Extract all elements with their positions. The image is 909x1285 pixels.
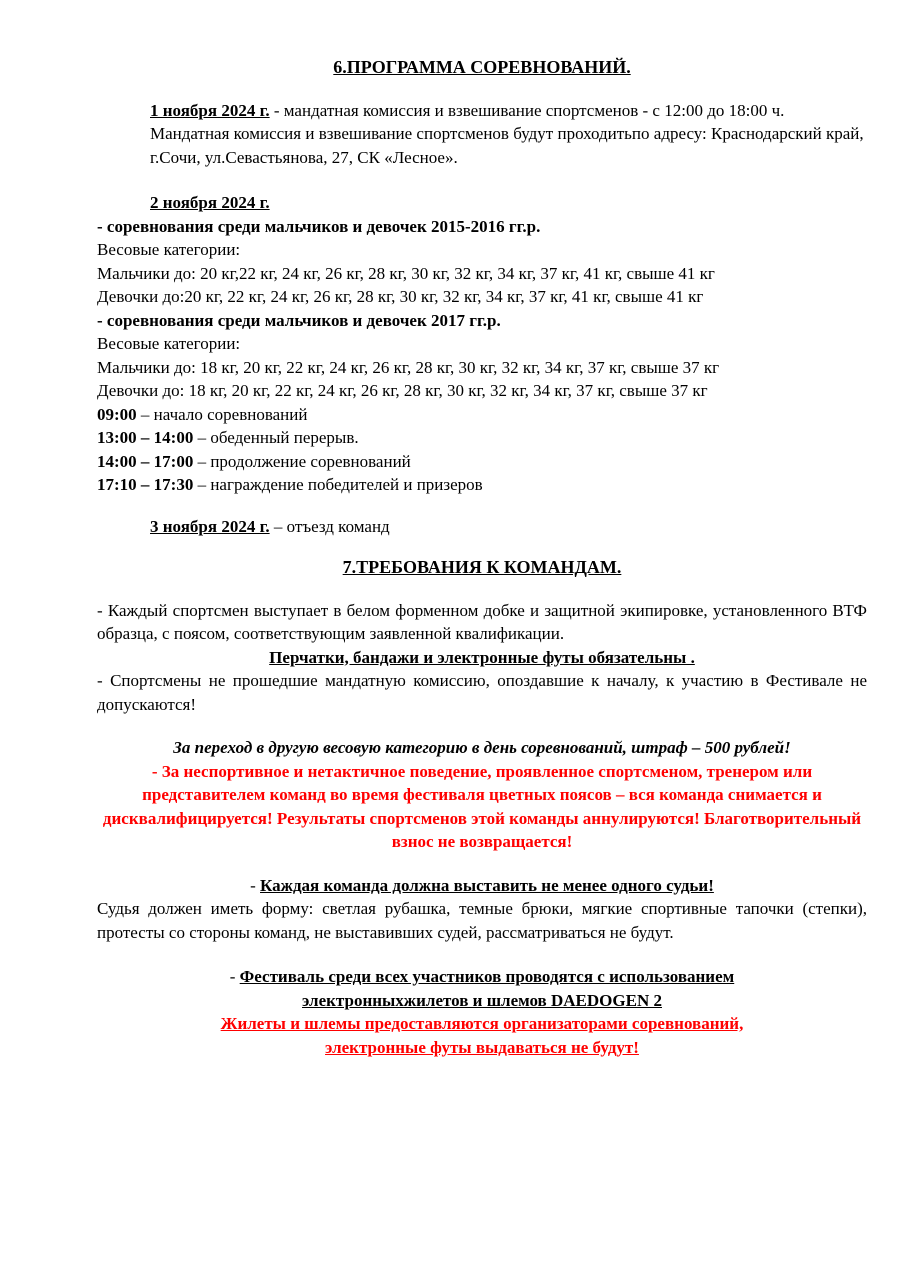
group2-girls: Девочки до: 18 кг, 20 кг, 22 кг, 24 кг, 26 кг, 28 кг, 30 кг, 32 кг, 34 кг, 37 кг, свыше 37 кг bbox=[97, 381, 708, 400]
schedule-time: 09:00 bbox=[97, 404, 137, 424]
weight-label-2: Весовые категории: bbox=[97, 334, 241, 353]
day3-date: 3 ноября 2024 г. bbox=[150, 516, 270, 536]
weight-label-1: Весовые категории: bbox=[97, 240, 241, 259]
schedule-text: – награждение победителей и призеров bbox=[193, 475, 483, 494]
schedule-time: 13:00 – 14:00 bbox=[97, 428, 194, 447]
day1-text: - мандатная комиссия и взвешивание спортсменов - с 12:00 до 18:00 ч. Мандатная комиссия и взвешивание спортсменов будут проходитьпо адресу: Краснодарский край, г.Сочи, ул.Севастьянова, 27, СК «Лесное». bbox=[150, 100, 864, 167]
red-line-1: Жилеты и шлемы предоставляются организаторами соревнований, bbox=[220, 1014, 744, 1033]
schedule-text: – обеденный перерыв. bbox=[193, 428, 359, 447]
schedule-time: 14:00 – 17:00 bbox=[97, 451, 194, 471]
schedule-row bbox=[97, 426, 867, 450]
judge-dash: - bbox=[250, 875, 261, 895]
requirement-1: - Каждый спортсмен выступает в белом форменном добке и защитной экипировке, установленного ВТФ образца, с поясом, соответствующим заявленной квалификации. bbox=[97, 600, 867, 643]
group2-title: - соревнования среди мальчиков и девочек 2017 гг.р. bbox=[97, 310, 501, 330]
group1-boys: Мальчики до: 20 кг,22 кг, 24 кг, 26 кг, 28 кг, 30 кг, 32 кг, 34 кг, 37 кг, 41 кг, свыше 41 кг bbox=[97, 263, 715, 283]
day2-date: 2 ноября 2024 г. bbox=[150, 193, 270, 212]
section6-title: 6.ПРОГРАММА СОРЕВНОВАНИЙ. bbox=[333, 57, 631, 77]
festival-line-2: электронныхжилетов и шлемов DAEDOGEN 2 bbox=[302, 990, 662, 1010]
requirement-1-bold: Перчатки, бандажи и электронные футы обязательны . bbox=[269, 647, 695, 667]
judge-title: Каждая команда должна выставить не менее одного судьи! bbox=[260, 875, 714, 895]
festival-dash: - bbox=[229, 967, 240, 986]
document-page bbox=[97, 56, 867, 1059]
day3-text: – отъезд команд bbox=[269, 516, 390, 536]
festival-text-1: Фестиваль среди всех участников проводятся с использованием bbox=[239, 967, 735, 986]
section7-title: 7.ТРЕБОВАНИЯ К КОМАНДАМ. bbox=[342, 557, 622, 577]
schedule-row bbox=[97, 473, 867, 497]
group1-girls: Девочки до:20 кг, 22 кг, 24 кг, 26 кг, 28 кг, 30 кг, 32 кг, 34 кг, 37 кг, 41 кг, свыше 41 кг bbox=[97, 287, 704, 306]
schedule-text: – начало соревнований bbox=[136, 404, 308, 424]
schedule-row bbox=[97, 450, 867, 474]
day1-paragraph bbox=[97, 99, 867, 170]
judge-text: Судья должен иметь форму: светлая рубашка, темные брюки, мягкие спортивные тапочки (степки), протесты со стороны команд, не выставивших судей, рассматриваться не будут. bbox=[97, 899, 867, 942]
day1-date: 1 ноября 2024 г. bbox=[150, 100, 270, 120]
disqualification-notice: - За неспортивное и нетактичное поведение, проявленное спортсменом, тренером или представителем команд во время фестиваля цветных поясов – вся команда снимается и дисквалифицируется! Результаты спортсменов этой команды аннулируются! Благотворительный взнос не возвращается! bbox=[102, 761, 862, 851]
requirement-2: - Спортсмены не прошедшие мандатную комиссию, опоздавшие к началу, к участию в Фестивале не допускаются! bbox=[97, 671, 867, 714]
schedule-row bbox=[97, 403, 867, 427]
schedule-time: 17:10 – 17:30 bbox=[97, 475, 194, 494]
judge-title-line bbox=[97, 874, 867, 898]
schedule-text: – продолжение соревнований bbox=[193, 451, 411, 471]
festival-line-1 bbox=[97, 965, 867, 989]
group1-title: - соревнования среди мальчиков и девочек 2015-2016 гг.р. bbox=[97, 216, 541, 236]
penalty-notice: За переход в другую весовую категорию в день соревнований, штраф – 500 рублей! bbox=[173, 738, 791, 757]
group2-boys: Мальчики до: 18 кг, 20 кг, 22 кг, 24 кг, 26 кг, 28 кг, 30 кг, 32 кг, 34 кг, 37 кг, свыше 37 кг bbox=[97, 357, 720, 377]
red-line-2: электронные футы выдаваться не будут! bbox=[325, 1037, 639, 1057]
day3-paragraph bbox=[97, 515, 867, 539]
